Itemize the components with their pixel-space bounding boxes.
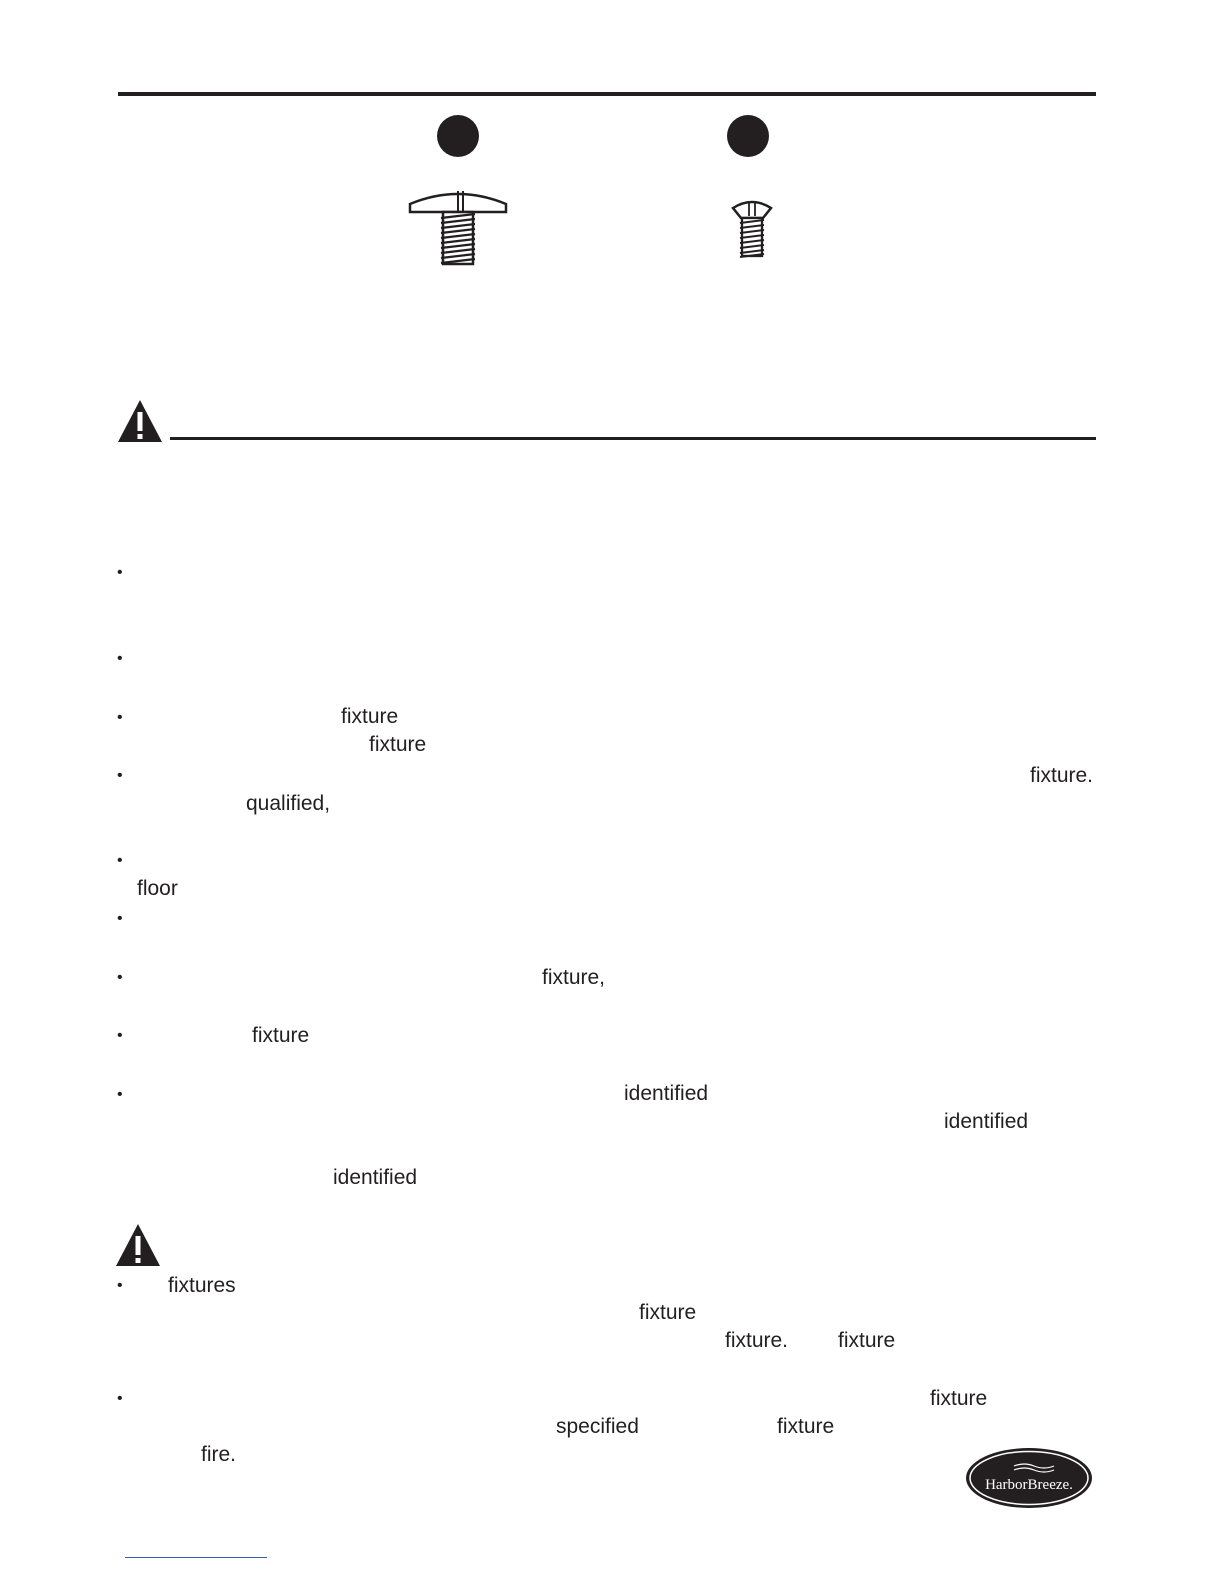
text-fragment: fixture [341, 705, 399, 728]
text-fragment: fixture, [542, 966, 606, 989]
text-fragment: identified [624, 1082, 709, 1105]
text-fragment: specified [556, 1415, 639, 1438]
text-fragment: qualified, [246, 792, 331, 815]
bullet-marker: • [117, 1277, 123, 1294]
text-fragment: fixture [930, 1387, 988, 1410]
hardware-badge-a [437, 115, 479, 157]
bullet-marker: • [117, 650, 123, 667]
text-fragment: fixture [838, 1329, 896, 1352]
warning-rule [170, 437, 1096, 440]
text-fragment: fixture. [1030, 764, 1094, 787]
text-fragment: fire. [201, 1443, 237, 1466]
text-fragment: fixture. [725, 1329, 789, 1352]
warning-triangle-icon [117, 398, 163, 444]
text-fragment: fixture [369, 733, 427, 756]
harbor-breeze-logo [964, 1446, 1094, 1510]
text-fragment: fixture [777, 1415, 835, 1438]
text-fragment: fixture [252, 1024, 310, 1047]
bullet-marker: • [117, 1086, 123, 1103]
text-fragment: fixture [639, 1301, 697, 1324]
flat-head-screw-icon [727, 196, 777, 262]
text-fragment: fixtures [168, 1274, 236, 1297]
text-fragment: identified [333, 1166, 418, 1189]
bullet-marker: • [117, 709, 123, 726]
warning-triangle-icon [115, 1222, 161, 1268]
bullet-marker: • [117, 852, 123, 869]
footer-link-underline[interactable] [125, 1557, 267, 1558]
text-fragment: identified [944, 1110, 1029, 1133]
machine-screw-icon [405, 186, 511, 270]
top-rule [118, 92, 1096, 96]
bullet-marker: • [117, 564, 123, 581]
bullet-marker: • [117, 1390, 123, 1407]
bullet-marker: • [117, 969, 123, 986]
hardware-badge-b [727, 115, 769, 157]
logo-text: HarborBreeze. [985, 1477, 1073, 1493]
text-fragment: floor [137, 877, 178, 900]
bullet-marker: • [117, 1027, 123, 1044]
bullet-marker: • [117, 767, 123, 784]
bullet-marker: • [117, 910, 123, 927]
